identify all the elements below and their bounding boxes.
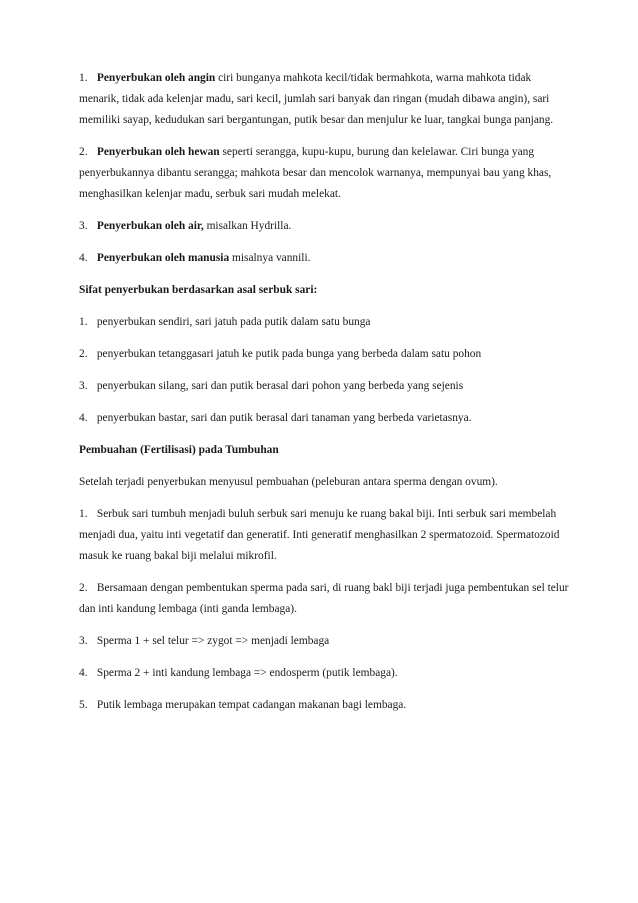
fertilization-step: [79, 695, 571, 716]
item-number: 2.: [79, 582, 88, 594]
item-number: 1.: [79, 508, 88, 520]
pollination-item: [79, 142, 571, 205]
origin-heading: Sifat penyerbukan berdasarkan asal serbuk sari:: [79, 284, 318, 296]
pollination-description: ciri bunganya mahkota kecil/tidak bermahkota, warna mahkota tidak menarik, tidak ada kelenjar madu, sari kecil, jumlah sari banyak dan ringan (mudah dibawa angin), sari memiliki sayap, kedudukan sari bergantungan, putik besar dan menjulur ke luar, tangkai bunga panjang.: [79, 72, 554, 126]
pollination-item: [79, 216, 571, 237]
fertilization-step: [79, 663, 571, 684]
item-number: 5.: [79, 699, 88, 711]
origin-item: [79, 344, 571, 365]
item-number: 1.: [79, 72, 88, 84]
fertilization-step-text: Sperma 2 + inti kandung lembaga => endosperm (putik lembaga).: [96, 667, 398, 679]
item-number: 3.: [79, 380, 88, 392]
origin-item: [79, 376, 571, 397]
fertilization-step: [79, 504, 571, 567]
fertilization-step: [79, 631, 571, 652]
origin-item: [79, 408, 571, 429]
origin-item-text: penyerbukan silang, sari dan putik berasal dari pohon yang berbeda yang sejenis: [96, 380, 464, 392]
fertilization-step: [79, 578, 571, 620]
origin-item-text: penyerbukan bastar, sari dan putik berasal dari tanaman yang berbeda varietasnya.: [96, 412, 472, 424]
pollination-item: [79, 248, 571, 269]
fertilization-heading: Pembuahan (Fertilisasi) pada Tumbuhan: [79, 444, 279, 456]
item-number: 1.: [79, 316, 88, 328]
item-number: 2.: [79, 348, 88, 360]
fertilization-step-text: Serbuk sari tumbuh menjadi buluh serbuk sari menuju ke ruang bakal biji. Inti serbuk sari membelah menjadi dua, yaitu inti vegetatif dan generatif. Inti generatif menghasilkan 2 spermatozoid. Spermatozoid masuk ke ruang bakal biji melalui mikrofil.: [79, 508, 560, 562]
origin-item: [79, 312, 571, 333]
pollination-term: Penyerbukan oleh air,: [96, 220, 204, 232]
fertilization-intro: Setelah terjadi penyerbukan menyusul pembuahan (peleburan antara sperma dengan ovum).: [79, 476, 498, 488]
pollination-item: [79, 68, 571, 131]
pollination-description: seperti serangga, kupu-kupu, burung dan kelelawar. Ciri bunga yang penyerbukannya dibantu serangga; mahkota besar dan mencolok warnanya, mempunyai bau yang khas, menghasilkan kelenjar madu, serbuk sari mudah melekat.: [79, 146, 552, 200]
item-number: 4.: [79, 667, 88, 679]
item-number: 2.: [79, 146, 88, 158]
item-number: 4.: [79, 252, 88, 264]
origin-item-text: penyerbukan tetanggasari jatuh ke putik pada bunga yang berbeda dalam satu pohon: [96, 348, 482, 360]
pollination-term: Penyerbukan oleh angin: [96, 72, 216, 84]
fertilization-step-text: Bersamaan dengan pembentukan sperma pada sari, di ruang bakl biji terjadi juga pembentukan sel telur dan inti kandung lembaga (inti ganda lembaga).: [79, 582, 569, 615]
fertilization-step-text: Sperma 1 + sel telur => zygot => menjadi lembaga: [96, 635, 330, 647]
item-number: 3.: [79, 220, 88, 232]
pollination-description: misalnya vannili.: [229, 252, 311, 264]
pollination-term: Penyerbukan oleh manusia: [96, 252, 230, 264]
item-number: 4.: [79, 412, 88, 424]
item-number: 3.: [79, 635, 88, 647]
origin-item-text: penyerbukan sendiri, sari jatuh pada putik dalam satu bunga: [96, 316, 371, 328]
fertilization-step-text: Putik lembaga merupakan tempat cadangan makanan bagi lembaga.: [96, 699, 407, 711]
pollination-term: Penyerbukan oleh hewan: [96, 146, 220, 158]
document-page: [79, 68, 571, 727]
pollination-description: misalkan Hydrilla.: [203, 220, 292, 232]
